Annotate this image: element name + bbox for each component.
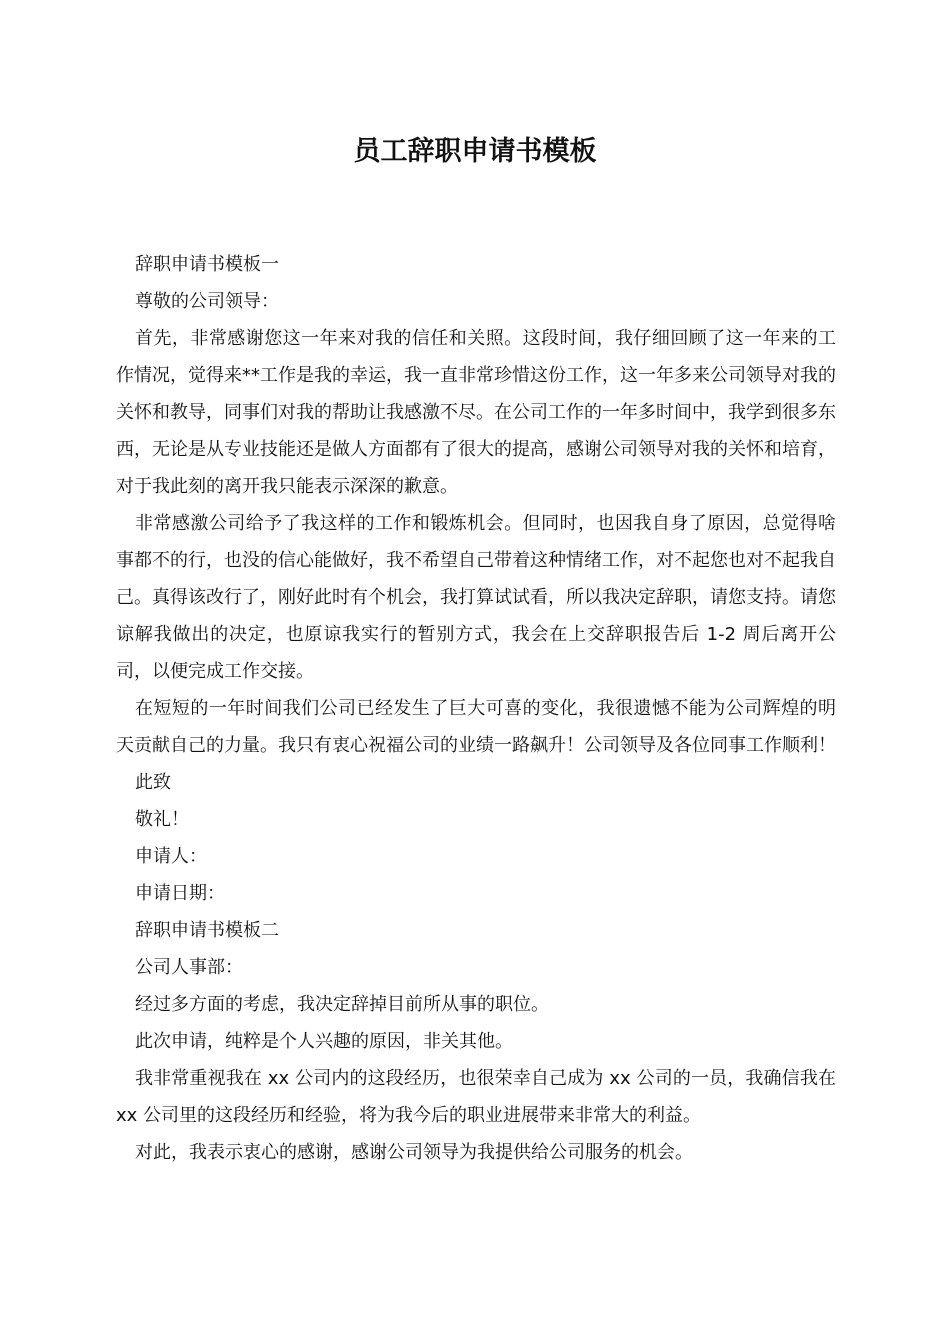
section-heading-template-one: 辞职申请书模板一 — [135, 254, 279, 275]
body-paragraph: 我非常重视我在 xx 公司内的这段经历，也很荣幸自己成为 xx 公司的一员，我确信我在 xx 公司里的这段经历和经验，将为我今后的职业进展带来非常大的利益。 — [116, 1068, 836, 1126]
document-title: 员工辞职申请书模板 — [353, 136, 597, 167]
salutation: 尊敬的公司领导： — [135, 291, 279, 312]
body-paragraph: 非常感激公司给予了我这样的工作和锻炼机会。但同时，也因我自身了原因，总觉得啥事都不的行，也没的信心能做好，我不希望自己带着这种情绪工作，对不起您也对不起我自己。真得该改行了，刚好此时有个机会，我打算试试看，所以我决定辞职，请您支持。请您谅解我做出的决定，也原谅我实行的暂别方式，我会在上交辞职报告后 1-2 周后离开公司，以便完成工作交接。 — [116, 513, 836, 682]
closing-line: 此致 — [135, 772, 171, 793]
document-body — [116, 246, 836, 1171]
closing-line: 敬礼！ — [135, 809, 189, 830]
body-paragraph: 在短短的一年时间我们公司已经发生了巨大可喜的变化，我很遗憾不能为公司辉煌的明天贡献自己的力量。我只有衷心祝福公司的业绩一路飙升！公司领导及各位同事工作顺利！ — [116, 698, 836, 756]
body-paragraph: 此次申请，纯粹是个人兴趣的原因，非关其他。 — [135, 1031, 513, 1052]
body-paragraph: 经过多方面的考虑，我决定辞掉目前所从事的职位。 — [135, 994, 549, 1015]
section-heading-template-two: 辞职申请书模板二 — [135, 920, 279, 941]
body-paragraph: 对此，我表示衷心的感谢，感谢公司领导为我提供给公司服务的机会。 — [135, 1142, 693, 1163]
salutation: 公司人事部： — [135, 957, 243, 978]
date-line: 申请日期： — [135, 883, 225, 904]
body-paragraph: 首先，非常感谢您这一年来对我的信任和关照。这段时间，我仔细回顾了这一年来的工作情况，觉得来**工作是我的幸运，我一直非常珍惜这份工作，这一年多来公司领导对我的关怀和教导，同事们对我的帮助让我感激不尽。在公司工作的一年多时间中，我学到很多东西，无论是从专业技能还是做人方面都有了很大的提高，感谢公司领导对我的关怀和培育，对于我此刻的离开我只能表示深深的歉意。 — [116, 328, 836, 497]
applicant-line: 申请人： — [135, 846, 207, 867]
